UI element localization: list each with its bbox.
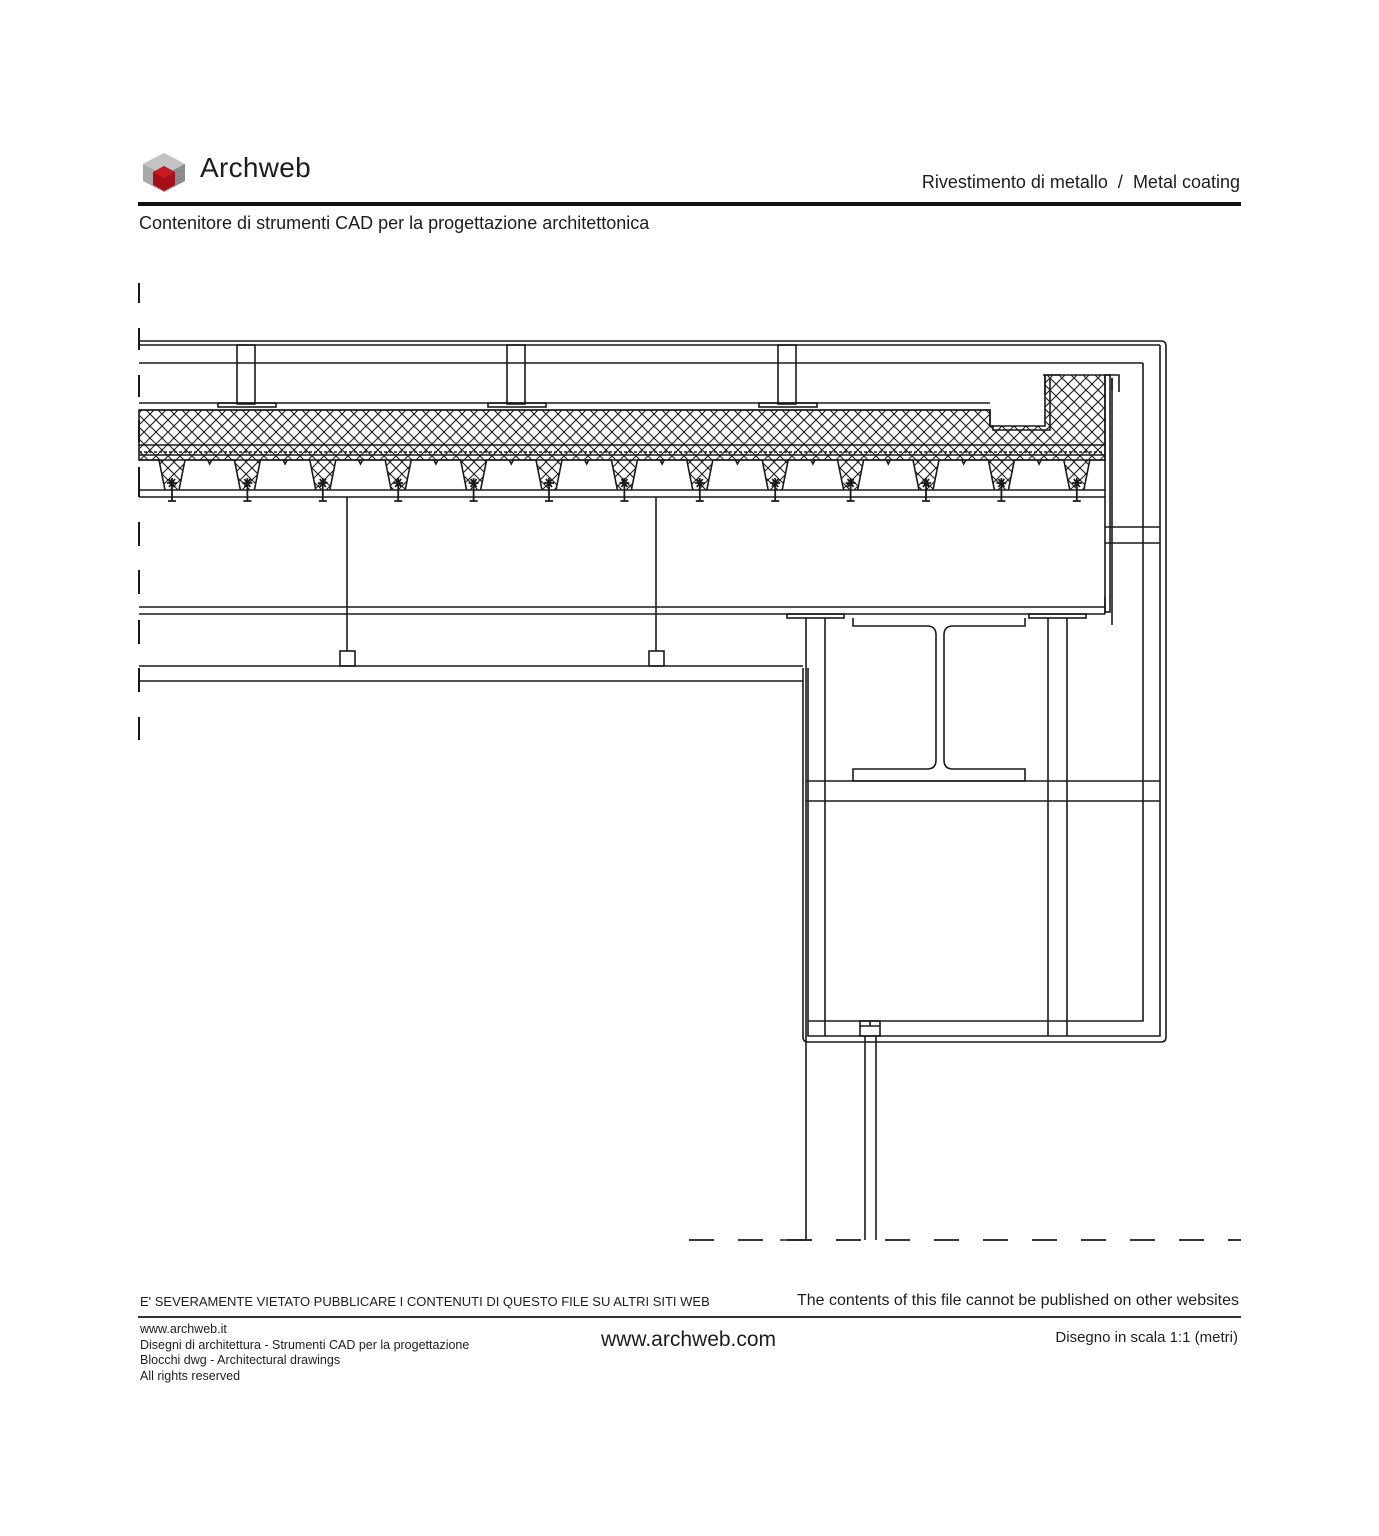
footer-info-line: Disegni di architettura - Strumenti CAD per la progettazione	[140, 1337, 470, 1352]
drawing-title: Rivestimento di metallo / Metal coating	[921, 172, 1240, 192]
website-link[interactable]: www.archweb.com	[601, 1328, 777, 1351]
drawing-scale: Disegno in scala 1:1 (metri)	[1055, 1329, 1238, 1346]
trapezoidal-deck	[139, 460, 1105, 501]
support-posts	[218, 345, 817, 407]
footer-info-line: All rights reserved	[140, 1368, 241, 1383]
hangers	[340, 497, 664, 666]
brand-name: Archweb	[200, 152, 312, 183]
copyright-warning-italian: E' SEVERAMENTE VIETATO PUBBLICARE I CONTENUTI DI QUESTO FILE SU ALTRI SITI WEB	[140, 1294, 710, 1309]
footer-info-line[interactable]: www.archweb.it	[140, 1322, 227, 1336]
steel-i-beam	[853, 618, 1025, 781]
copyright-warning-english: The contents of this file cannot be published on other websites	[796, 1292, 1239, 1309]
footer-info	[140, 1322, 469, 1384]
insulation-layer	[139, 375, 1105, 460]
footer-divider	[138, 1316, 1241, 1318]
footer-info-line: Blocchi dwg - Architectural drawings	[140, 1353, 341, 1367]
subtitle: Contenitore di strumenti CAD per la progettazione architettonica	[139, 213, 650, 233]
